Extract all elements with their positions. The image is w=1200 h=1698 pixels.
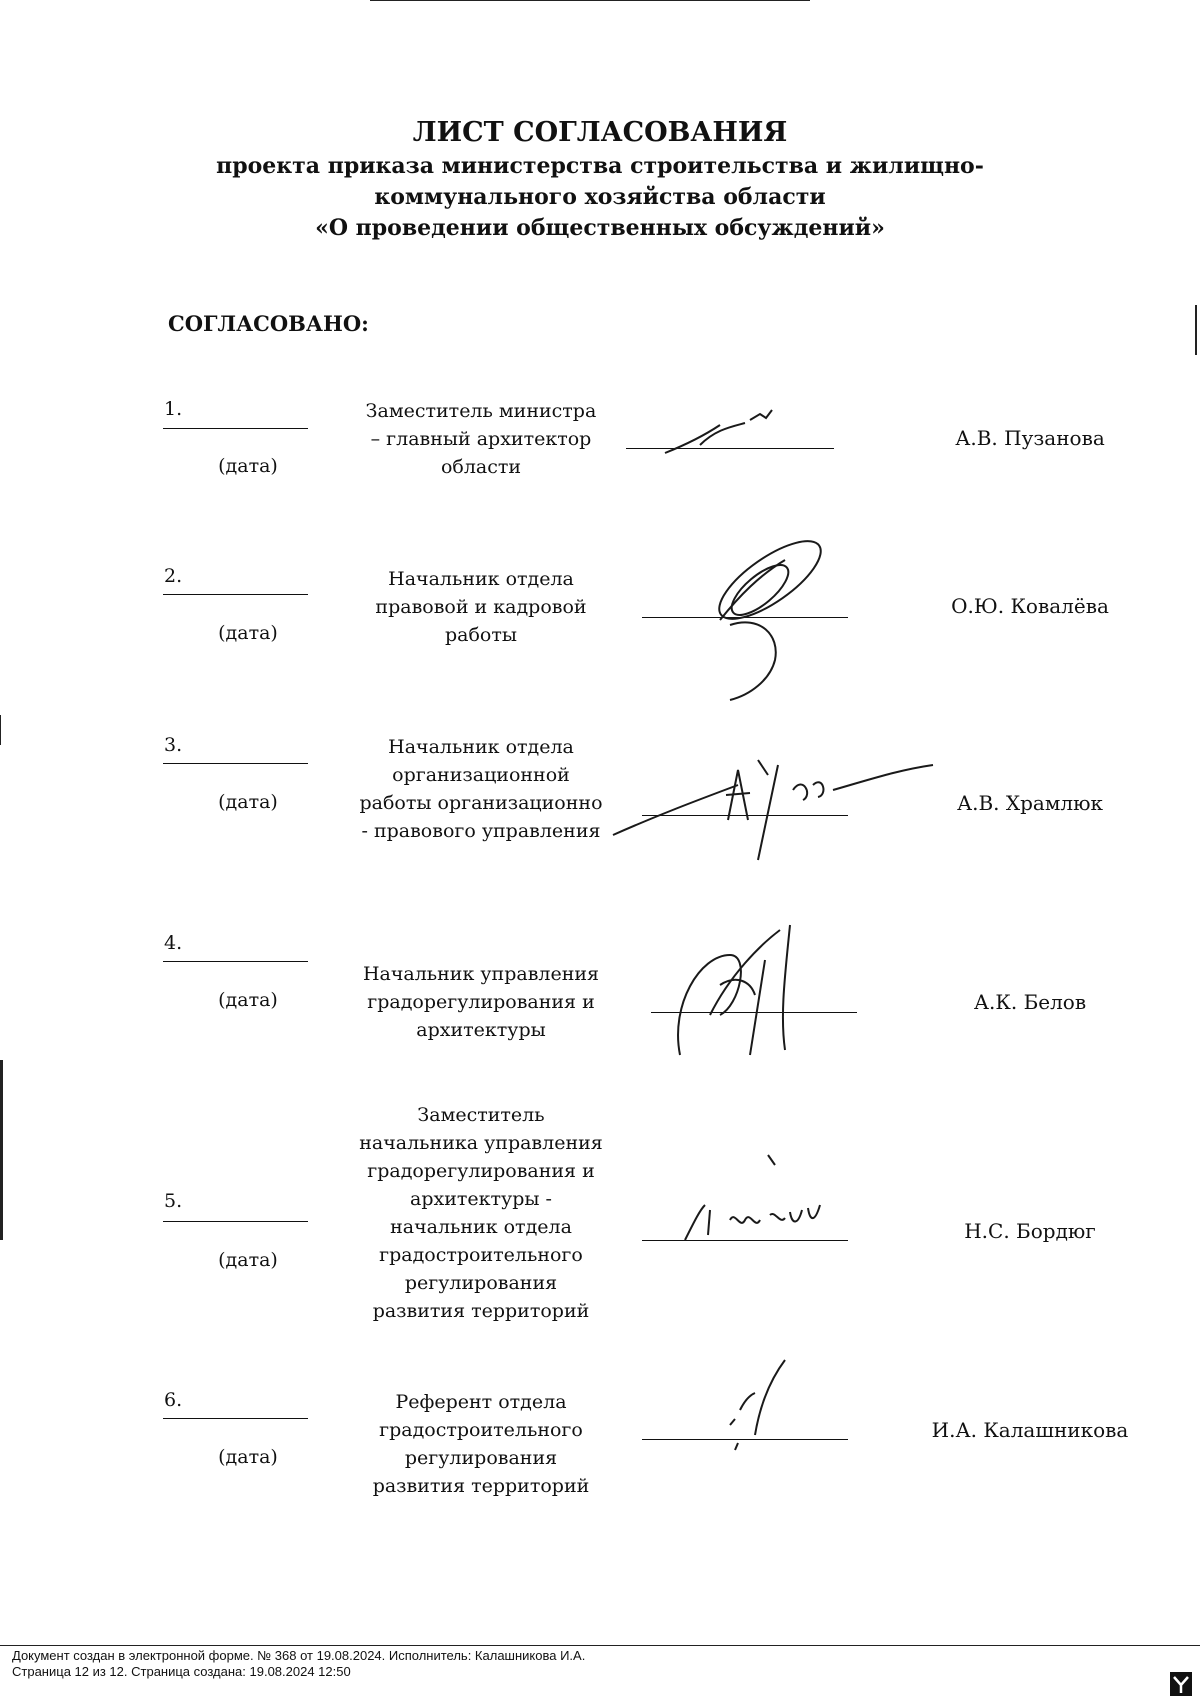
approved-label: СОГЛАСОВАНО: (168, 311, 369, 336)
approval-number: 3. (164, 734, 183, 756)
approval-number: 4. (164, 932, 183, 954)
date-label: (дата) (218, 455, 278, 477)
position-line: Заместитель министра (365, 400, 597, 422)
date-label: (дата) (218, 791, 278, 813)
scan-edge-mark (0, 1060, 3, 1240)
approver-position (350, 565, 612, 649)
position-line: Начальник отдела (388, 568, 574, 590)
scan-edge-mark (0, 715, 1, 745)
position-line: Заместитель (417, 1104, 545, 1126)
approver-position (350, 397, 612, 481)
position-line: правовой и кадровой (375, 596, 587, 618)
position-line: развития территорий (372, 1300, 590, 1322)
date-line (163, 1221, 308, 1222)
position-line: – главный архитектор (370, 428, 592, 450)
document-footer (12, 1648, 585, 1680)
position-line: организационной (392, 764, 570, 786)
position-line: регулирования (404, 1272, 558, 1294)
footer-line-2: Страница 12 из 12. Страница создана: 19.08.2024 12:50 (12, 1664, 351, 1679)
date-label: (дата) (218, 1249, 278, 1271)
approval-number: 2. (164, 565, 183, 587)
position-line: начальник отдела (390, 1216, 572, 1238)
position-line: градостроительного (379, 1244, 583, 1266)
position-line: градостроительного (379, 1419, 583, 1441)
scan-edge-mark (370, 0, 810, 1)
signature (680, 1150, 840, 1250)
position-line: работы (444, 624, 517, 646)
position-line: - правового управления (361, 820, 601, 842)
date-label: (дата) (218, 1446, 278, 1468)
document-header (0, 115, 1200, 244)
date-label: (дата) (218, 989, 278, 1011)
position-line: градорегулирования и (367, 1160, 595, 1182)
footer-line-1: Документ создан в электронной форме. № 368 от 19.08.2024. Исполнитель: Калашникова И.А. (12, 1648, 586, 1663)
signature (700, 535, 840, 705)
position-line: области (440, 456, 522, 478)
approver-name: А.В. Храмлюк (956, 791, 1104, 815)
footer-divider (0, 1645, 1200, 1646)
position-line: архитектуры (416, 1019, 546, 1041)
approver-name: Н.С. Бордюг (964, 1219, 1096, 1243)
position-line: Начальник управления (362, 963, 600, 985)
approver-position (350, 1388, 612, 1500)
approver-name: И.А. Калашникова (931, 1418, 1129, 1442)
document-subtitle-line-2: коммунального хозяйства области (374, 184, 826, 210)
document-subtitle-line-1: проекта приказа министерства строительства и жилищно- (216, 153, 984, 179)
approval-number: 5. (164, 1190, 183, 1212)
signature (660, 405, 780, 465)
position-line: архитектуры - (410, 1188, 552, 1210)
signature (670, 915, 830, 1065)
approver-name: А.К. Белов (973, 990, 1087, 1014)
position-line: развития территорий (372, 1475, 590, 1497)
date-line (163, 594, 308, 595)
approval-number: 6. (164, 1389, 183, 1411)
position-line: работы организационно (359, 792, 603, 814)
approver-position (350, 960, 612, 1044)
emblem-icon (1170, 1672, 1192, 1696)
scan-edge-mark (1195, 305, 1197, 355)
approver-name: А.В. Пузанова (955, 426, 1105, 450)
approver-position (350, 1101, 612, 1325)
approver-name: О.Ю. Ковалёва (951, 594, 1109, 618)
document-subtitle-line-3: «О проведении общественных обсуждений» (315, 215, 885, 241)
signature (700, 1355, 800, 1455)
position-line: градорегулирования и (367, 991, 595, 1013)
position-line: Начальник отдела (388, 736, 574, 758)
position-line: начальника управления (359, 1132, 603, 1154)
date-line (163, 961, 308, 962)
date-line (163, 1418, 308, 1419)
date-label: (дата) (218, 622, 278, 644)
approver-position (350, 733, 612, 845)
approval-number: 1. (164, 398, 183, 420)
position-line: Референт отдела (395, 1391, 567, 1413)
position-line: регулирования (404, 1447, 558, 1469)
date-line (163, 428, 308, 429)
document-title: ЛИСТ СОГЛАСОВАНИЯ (412, 117, 788, 148)
date-line (163, 763, 308, 764)
